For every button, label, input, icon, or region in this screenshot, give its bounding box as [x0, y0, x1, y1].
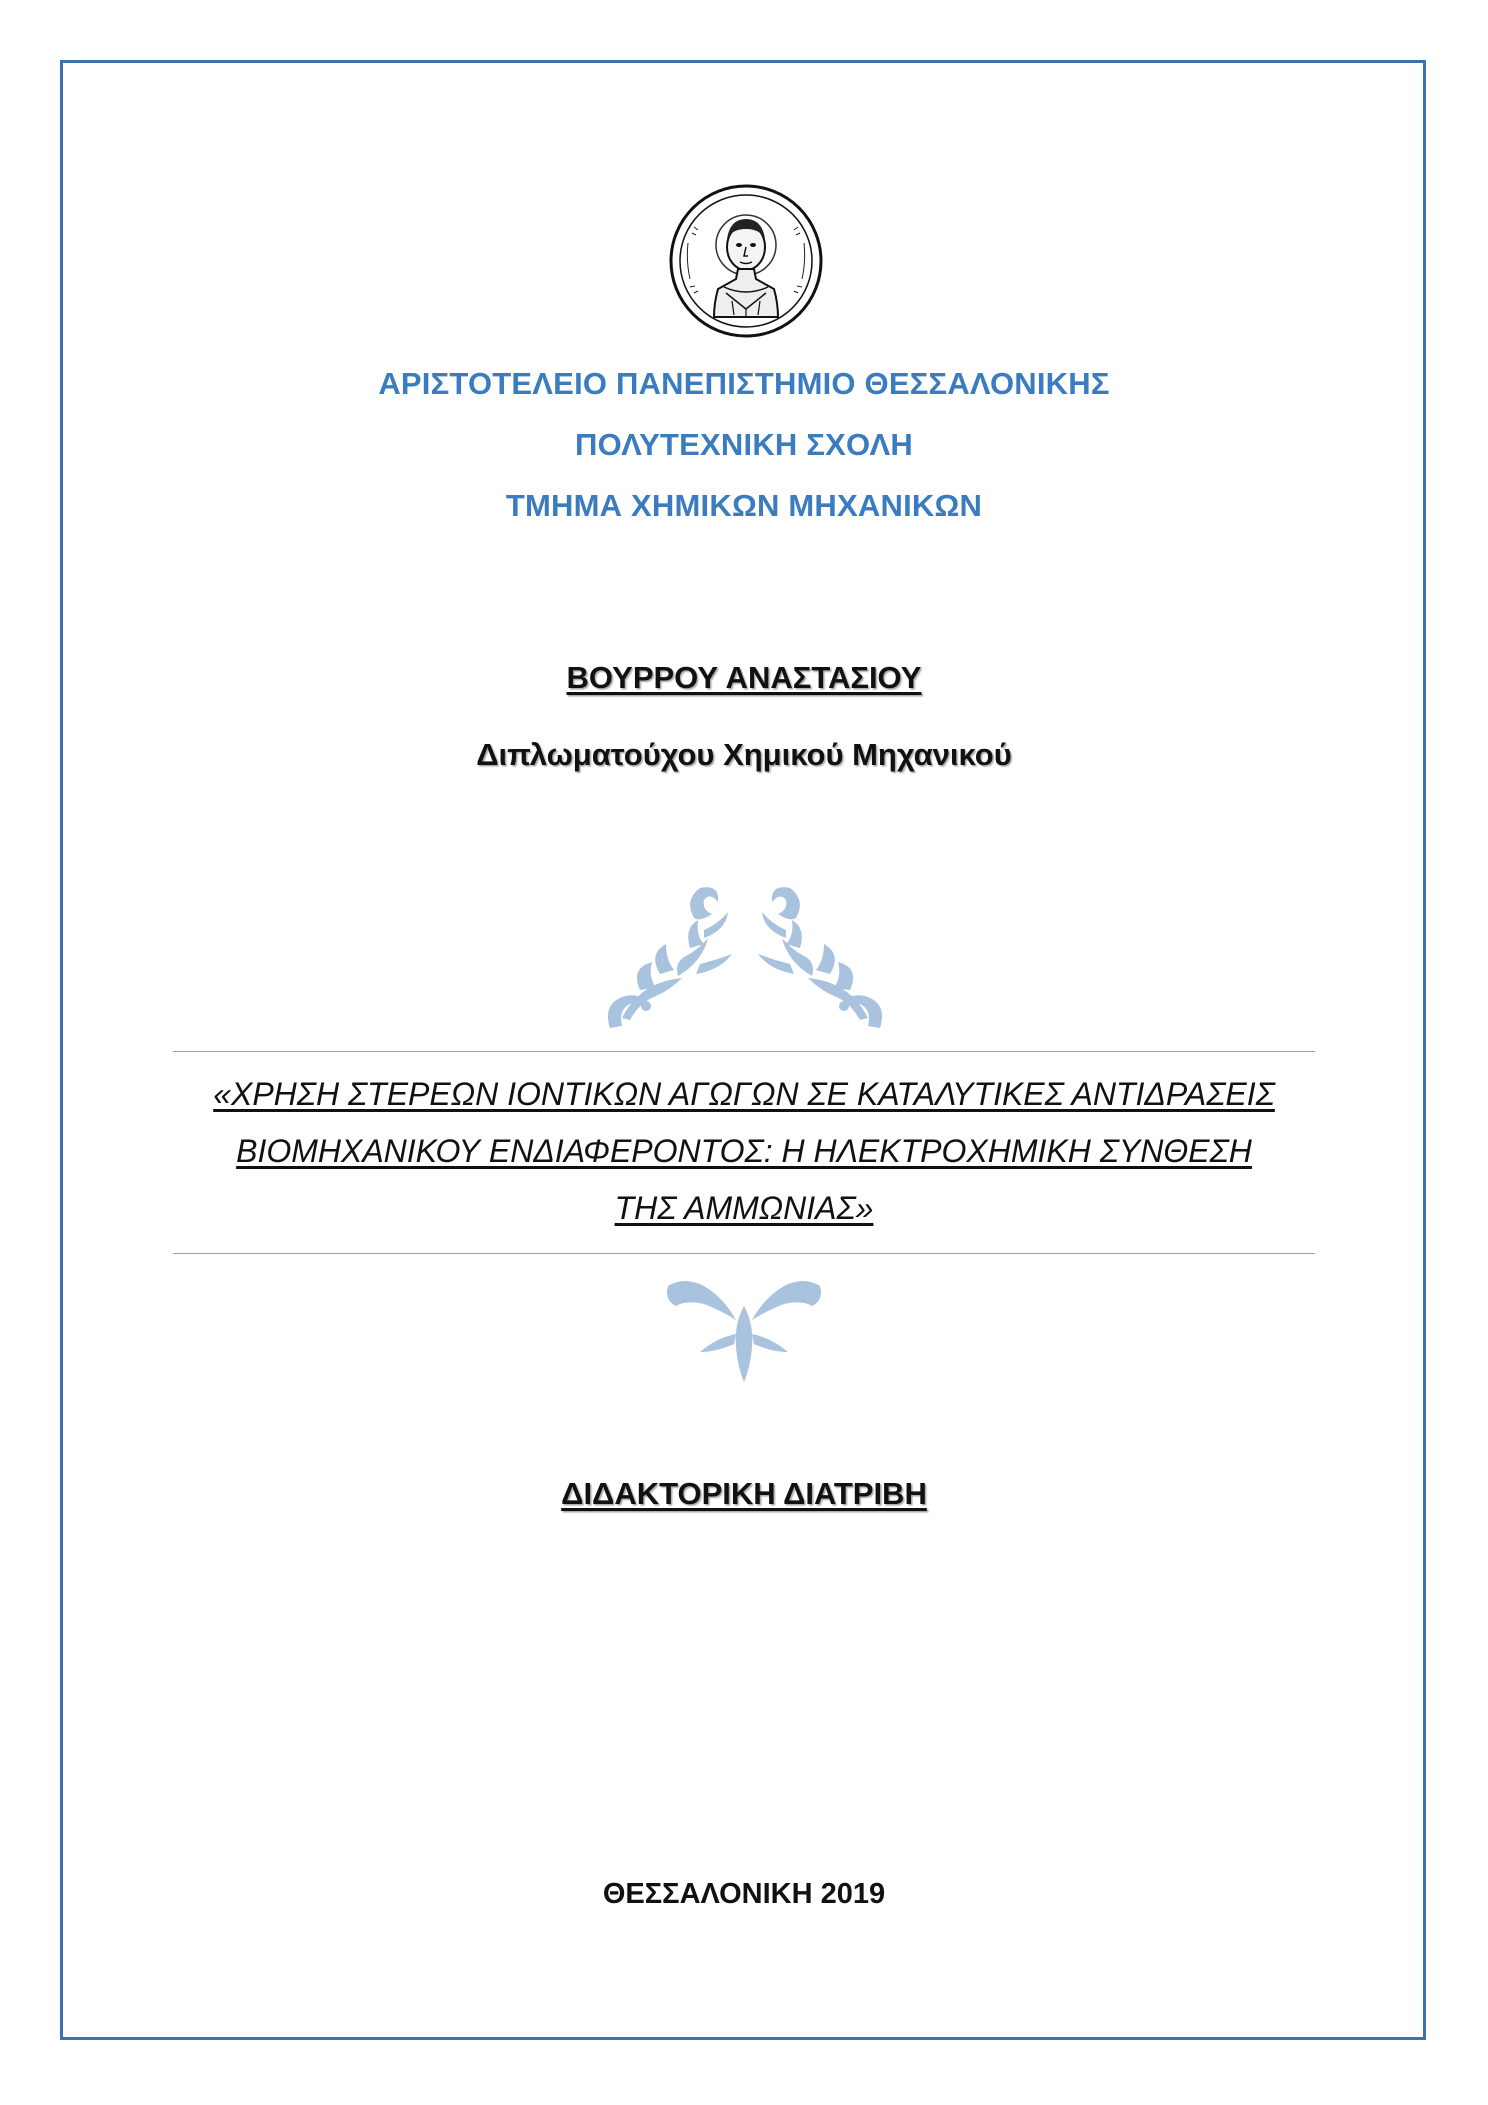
department-name: ΤΜΗΜΑ ΧΗΜΙΚΩΝ ΜΗΧΑΝΙΚΩΝ	[505, 488, 983, 523]
thesis-title-line-1: «ΧΡΗΣΗ ΣΤΕΡΕΩΝ ΙΟΝΤΙΚΩΝ ΑΓΩΓΩΝ ΣΕ ΚΑΤΑΛΥΤΙΚΕΣ ΑΝΤΙΔΡΑΣΕΙΣ	[213, 1076, 1275, 1112]
title-rule-top	[173, 1051, 1315, 1052]
university-name: ΑΡΙΣΤΟΤΕΛΕΙΟ ΠΑΝΕΠΙΣΤΗΜΙΟ ΘΕΣΣΑΛΟΝΙΚΗΣ	[378, 366, 1110, 401]
thesis-title-line-3: ΤΗΣ ΑΜΜΩΝΙΑΣ»	[614, 1190, 874, 1226]
author-name: ΒΟΥΡΡΟΥ ΑΝΑΣΤΑΣΙΟΥ	[566, 660, 922, 695]
title-rule-bottom	[173, 1253, 1315, 1254]
place-year: ΘΕΣΣΑΛΟΝΙΚΗ 2019	[602, 1878, 886, 1910]
document-type: ΔΙΔΑΚΤΟΡΙΚΗ ΔΙΑΤΡΙΒΗ	[561, 1476, 927, 1511]
university-seal-icon	[668, 183, 824, 339]
floral-ornament-icon	[600, 878, 890, 1038]
floral-divider-icon	[664, 1276, 824, 1384]
author-degree: Διπλωματούχου Χημικού Μηχανικού	[476, 737, 1012, 772]
page-border	[60, 60, 1426, 2040]
thesis-title-line-2: ΒΙΟΜΗΧΑΝΙΚΟΥ ΕΝΔΙΑΦΕΡΟΝΤΟΣ: Η ΗΛΕΚΤΡΟΧΗΜΙΚΗ ΣΥΝΘΕΣΗ	[236, 1133, 1252, 1169]
school-name: ΠΟΛΥΤΕΧΝΙΚΗ ΣΧΟΛΗ	[575, 427, 913, 462]
